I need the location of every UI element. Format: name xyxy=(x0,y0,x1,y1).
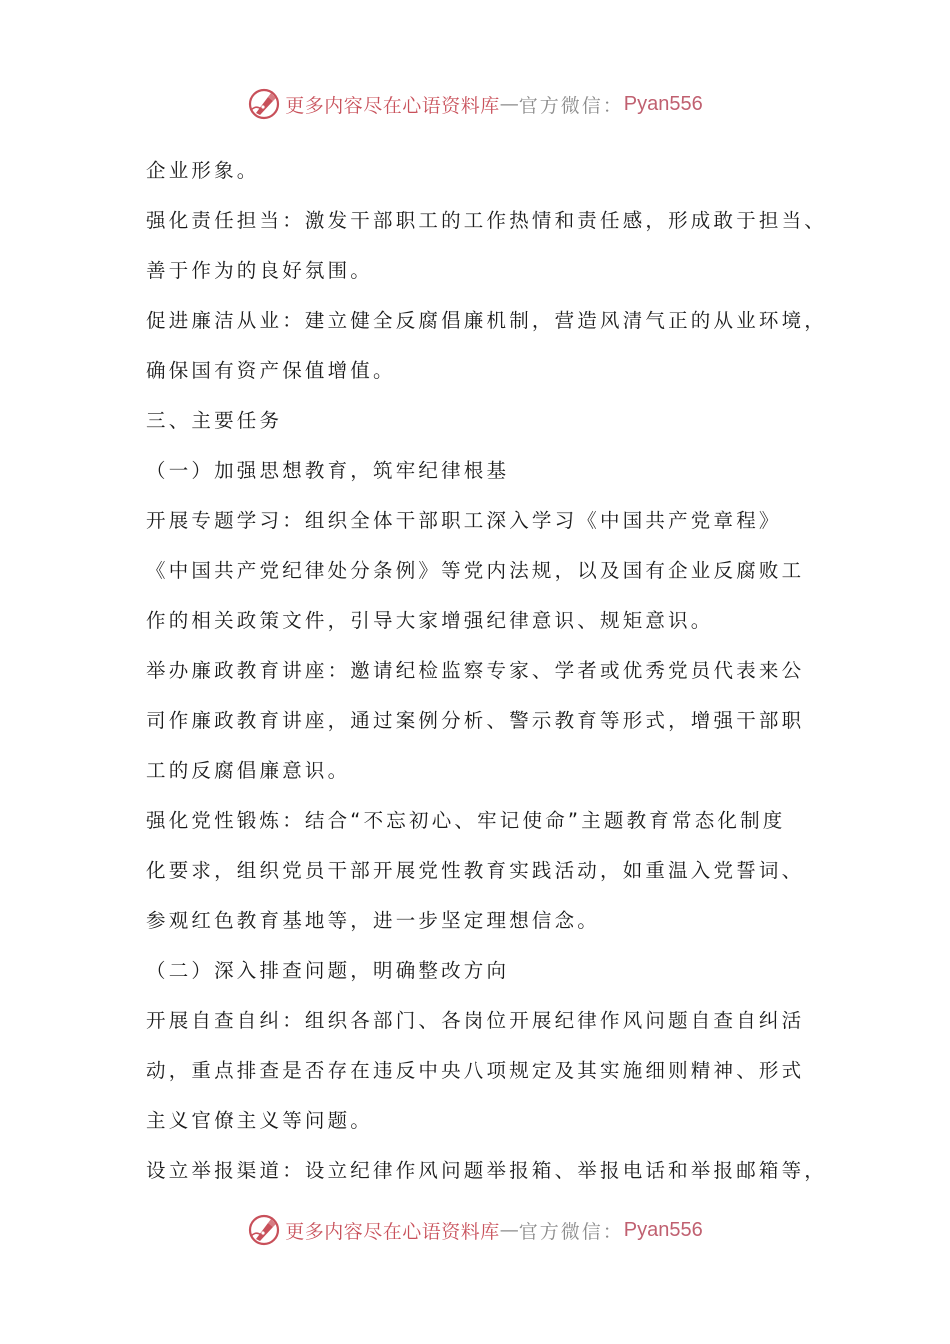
watermark-wechat-label: 官方微信： xyxy=(518,1220,624,1243)
pen-nib-logo-icon xyxy=(247,1213,281,1247)
text-line: 开展自查自纠：组织各部门、各岗位开展纪律作风问题自查自纠活 xyxy=(146,1009,805,1032)
text-line: 促进廉洁从业：建立健全反腐倡廉机制，营造风清气正的从业环境， xyxy=(146,309,828,332)
watermark-brand-text: 更多内容尽在心语资料库 xyxy=(285,1220,500,1243)
pen-nib-logo-icon xyxy=(247,87,281,121)
watermark-banner-top xyxy=(0,84,950,124)
document-body xyxy=(146,146,836,1196)
text-line: 工的反腐倡廉意识。 xyxy=(146,759,351,782)
watermark-wechat-id: Pyan556 xyxy=(623,92,703,115)
section-heading: 三、主要任务 xyxy=(146,409,283,432)
text-line: 化要求，组织党员干部开展党性教育实践活动，如重温入党誓词、 xyxy=(146,859,805,882)
text-line: 设立举报渠道：设立纪律作风问题举报箱、举报电话和举报邮箱等， xyxy=(146,1159,828,1182)
subsection-heading: （一）加强思想教育，筑牢纪律根基 xyxy=(146,459,510,482)
text-line: 善于作为的良好氛围。 xyxy=(146,259,374,282)
watermark-banner-bottom xyxy=(0,1210,950,1250)
text-line: 参观红色教育基地等，进一步坚定理想信念。 xyxy=(146,909,601,932)
watermark-wechat-label: 官方微信： xyxy=(518,94,624,117)
text-line: 动，重点排查是否存在违反中央八项规定及其实施细则精神、形式 xyxy=(146,1059,805,1082)
text-line: 强化党性锻炼：结合“不忘初心、牢记使命”主题教育常态化制度 xyxy=(146,809,786,832)
text-line: 确保国有资产保值增值。 xyxy=(146,359,396,382)
subsection-heading: （二）深入排查问题，明确整改方向 xyxy=(146,959,510,982)
watermark-dash: — xyxy=(499,93,519,115)
text-line: 司作廉政教育讲座，通过案例分析、警示教育等形式，增强干部职 xyxy=(146,709,805,732)
text-line: 《中国共产党纪律处分条例》等党内法规，以及国有企业反腐败工 xyxy=(146,559,805,582)
text-line: 主义官僚主义等问题。 xyxy=(146,1109,374,1132)
text-line: 举办廉政教育讲座：邀请纪检监察专家、学者或优秀党员代表来公 xyxy=(146,659,805,682)
watermark-brand-text: 更多内容尽在心语资料库 xyxy=(285,94,500,117)
text-line: 企业形象。 xyxy=(146,159,260,182)
text-line: 强化责任担当：激发干部职工的工作热情和责任感，形成敢于担当、 xyxy=(146,209,828,232)
text-line: 作的相关政策文件，引导大家增强纪律意识、规矩意识。 xyxy=(146,609,714,632)
watermark-wechat-id: Pyan556 xyxy=(623,1218,703,1241)
watermark-dash: — xyxy=(499,1219,519,1241)
text-line: 开展专题学习：组织全体干部职工深入学习《中国共产党章程》 xyxy=(146,509,782,532)
